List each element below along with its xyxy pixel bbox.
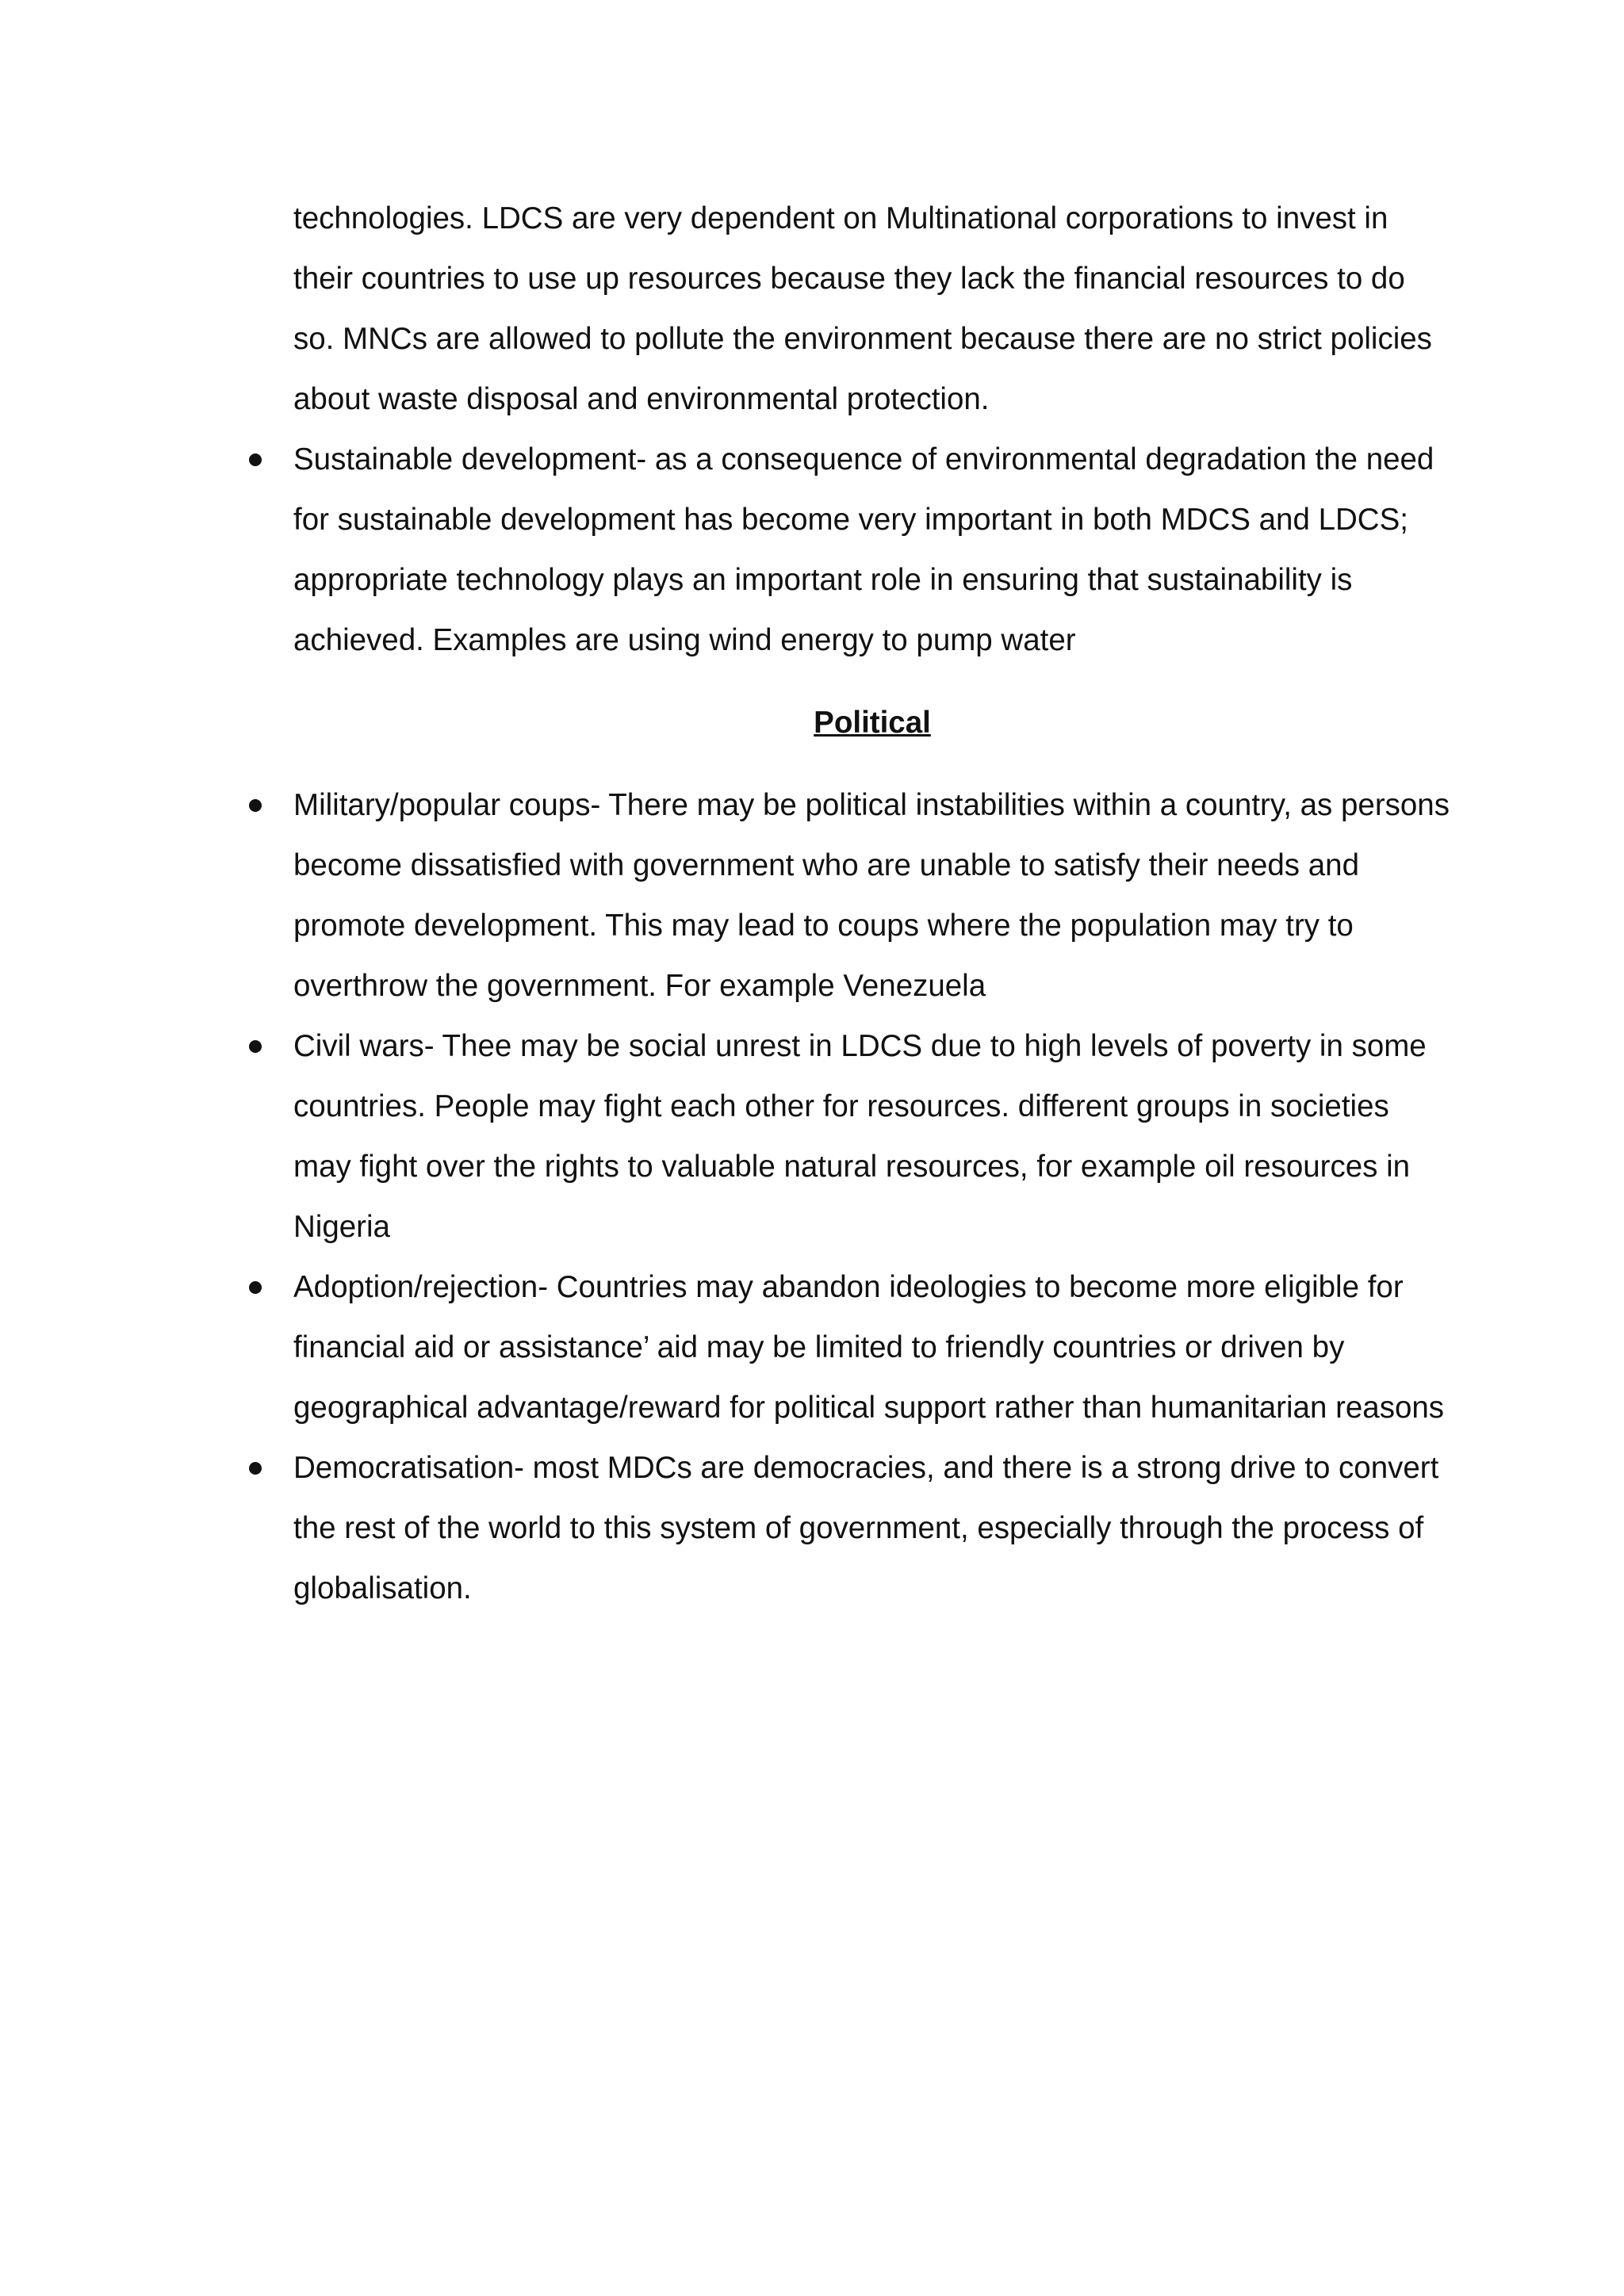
list-item [238, 1438, 1451, 1619]
bullet-icon [249, 1281, 262, 1294]
continued-paragraph: technologies. LDCS are very dependent on Multinational corporations to invest in their countries to use up resources because they lack the financial resources to do so. MNCs are allowed to pollute the environment because there are no strict policies about waste disposal and environmental protection. [293, 201, 1432, 416]
bullet-icon [249, 453, 262, 466]
political-bullet-list [238, 775, 1451, 1619]
top-bullet-list [238, 430, 1451, 671]
list-item [238, 775, 1451, 1016]
list-item [238, 1016, 1451, 1257]
list-item-text: Civil wars- Thee may be social unrest in LDCS due to high levels of poverty in some countries. People may fight each other for resources. different groups in societies may fight over the rights to valuable natural resources, for example oil resources in Nigeria [293, 1029, 1427, 1244]
bullet-icon [249, 799, 262, 812]
bullet-icon [249, 1040, 262, 1053]
list-item-text: Democratisation- most MDCs are democracies, and there is a strong drive to convert the rest of the world to this system of government, especially through the process of globalisation. [293, 1451, 1439, 1605]
document-body [238, 189, 1451, 1619]
bullet-icon [249, 1462, 262, 1475]
list-item [238, 430, 1451, 671]
list-item-text: Sustainable development- as a consequence of environmental degradation the need for sustainable development has become very important in both MDCS and LDCS; appropriate technology plays an important role in ensuring that sustainability is achieved. Examples are using wind energy to pump water [293, 442, 1434, 657]
section-heading-political: Political [814, 706, 931, 740]
list-item [238, 1257, 1451, 1438]
list-item-text: Adoption/rejection- Countries may abandon ideologies to become more eligible for financial aid or assistance’ aid may be limited to friendly countries or driven by geographical advantage/reward for political support rather than humanitarian reasons [293, 1270, 1445, 1425]
list-item-text: Military/popular coups- There may be political instabilities within a country, as persons become dissatisfied with government who are unable to satisfy their needs and promote development. This may lead to coups where the population may try to overthrow the government. For example Venezuela [293, 788, 1450, 1003]
